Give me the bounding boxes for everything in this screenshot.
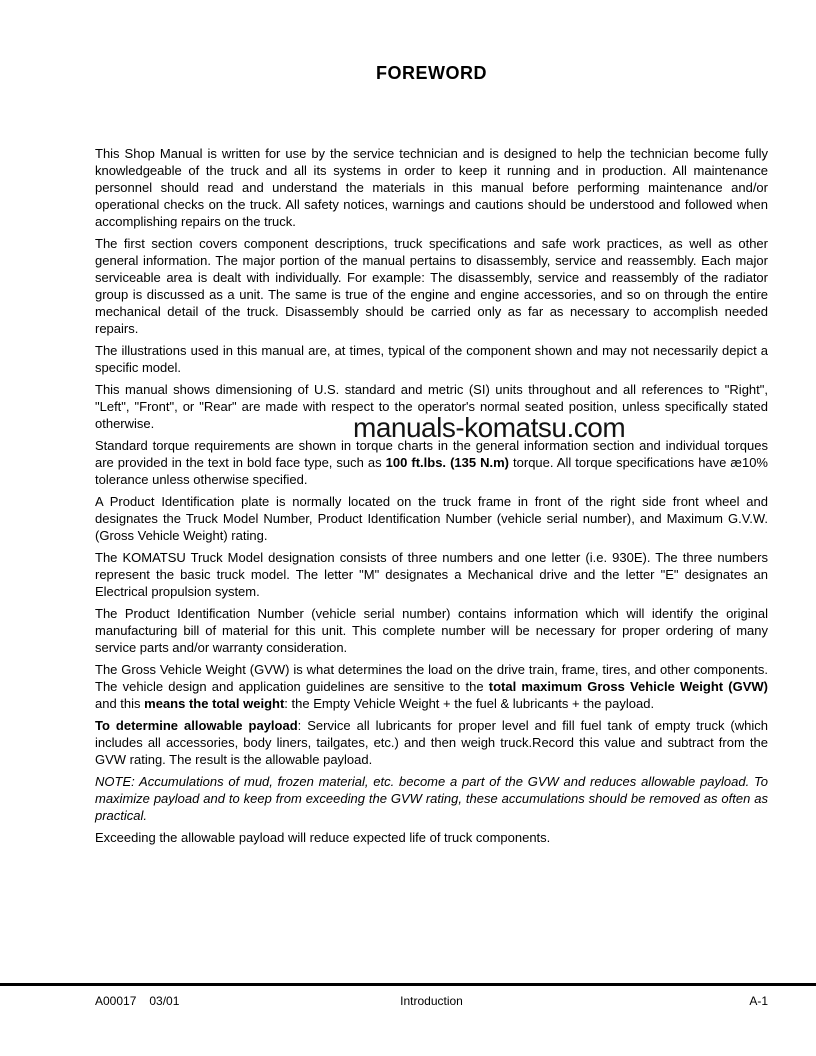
page-title: FOREWORD <box>376 63 487 83</box>
text-run: Standard torque requirements are shown in torque charts in the general information section and individual torques are provided in the text in bold face type, such as <box>95 438 768 470</box>
text-run: NOTE: Accumulations of mud, frozen material, etc. become a part of the GVW and reduces allowable payload. To maximize payload and to keep from exceeding the GVW rating, these accumulations should be removed as often as practical. <box>95 774 768 823</box>
paragraph <box>95 717 768 768</box>
text-run: This manual shows dimensioning of U.S. standard and metric (SI) units throughout and all references to "Right", "Left", "Front", or "Rear" are made with respect to the operator's normal seated position, unless specifically stated otherwise. <box>95 382 768 431</box>
text-run: The illustrations used in this manual are, at times, typical of the component shown and may not necessarily depict a specific model. <box>95 343 768 375</box>
footer-section-label: Introduction <box>400 994 463 1008</box>
text-run: The KOMATSU Truck Model designation consists of three numbers and one letter (i.e. 930E). The three numbers represent the basic truck model. The letter "M" designates a Mechanical drive and the letter "E" designates an Electrical propulsion system. <box>95 550 768 599</box>
footer-page-number: A-1 <box>749 994 768 1008</box>
text-run: The Product Identification Number (vehicle serial number) contains information which will identify the original manufacturing bill of material for this unit. This complete number will be necessary for proper ordering of many service parts and/or warranty consideration. <box>95 606 768 655</box>
page-footer <box>95 994 768 1008</box>
footer-divider <box>0 983 816 986</box>
text-run: Exceeding the allowable payload will reduce expected life of truck components. <box>95 830 551 845</box>
paragraph <box>95 235 768 337</box>
text-run: This Shop Manual is written for use by the service technician and is designed to help the technician become fully knowledgeable of the truck and all its systems in order to keep it running and in production. All maintenance personnel should read and understand the materials in this manual before performing maintenance and/or operational checks on the truck. All safety notices, warnings and cautions should be understood and followed when accomplishing repairs on the truck. <box>95 146 768 229</box>
text-run: 100 ft.lbs. (135 N.m) <box>385 455 509 470</box>
paragraph <box>95 661 768 712</box>
text-run: : the Empty Vehicle Weight + the fuel & lubricants + the payload. <box>284 696 655 711</box>
paragraph <box>95 342 768 376</box>
footer-doc-info <box>95 994 400 1008</box>
paragraph <box>95 437 768 488</box>
paragraph <box>95 829 768 846</box>
paragraph <box>95 381 768 432</box>
paragraph <box>95 145 768 230</box>
text-run: means the total weight <box>144 696 285 711</box>
text-run: total maximum Gross Vehicle Weight (GVW) <box>488 679 769 694</box>
watermark-text: manuals-komatsu.com <box>353 412 626 443</box>
paragraph <box>95 605 768 656</box>
paragraph <box>95 549 768 600</box>
text-run: The Gross Vehicle Weight (GVW) is what determines the load on the drive train, frame, tires, and other components. The vehicle design and application guidelines are sensitive to the <box>95 662 768 694</box>
text-run: torque. All torque specifications have æ10% tolerance unless otherwise specified. <box>95 455 768 487</box>
text-run: The first section covers component descriptions, truck specifications and safe work practices, as well as other general information. The major portion of the manual pertains to disassembly, service and reassembly. Each major serviceable area is dealt with individually. For example: The disassembly, service and reassembly of the radiator group is discussed as a unit. The same is true of the engine and engine accessories, and so on through the entire mechanical detail of the truck. Disassembly should be carried only as far as necessary to accomplish needed repairs. <box>95 236 768 336</box>
paragraph <box>95 773 768 824</box>
text-run: A Product Identification plate is normally located on the truck frame in front of the right side front wheel and designates the Truck Model Number, Product Identification Number (vehicle serial number), and Maximum G.V.W. (Gross Vehicle Weight) rating. <box>95 494 768 543</box>
text-run: and this <box>95 696 145 711</box>
footer-date: 03/01 <box>149 994 180 1008</box>
text-run: To determine allowable payload <box>95 718 298 733</box>
paragraphs-container <box>95 145 768 851</box>
paragraph <box>95 493 768 544</box>
footer-doc-number: A00017 <box>95 994 137 1008</box>
text-run: : Service all lubricants for proper level and fill fuel tank of empty truck (which includes all accessories, body liners, tailgates, etc.) and then weigh truck.Record this value and subtract from the GVW rating. The result is the allowable payload. <box>95 718 768 767</box>
